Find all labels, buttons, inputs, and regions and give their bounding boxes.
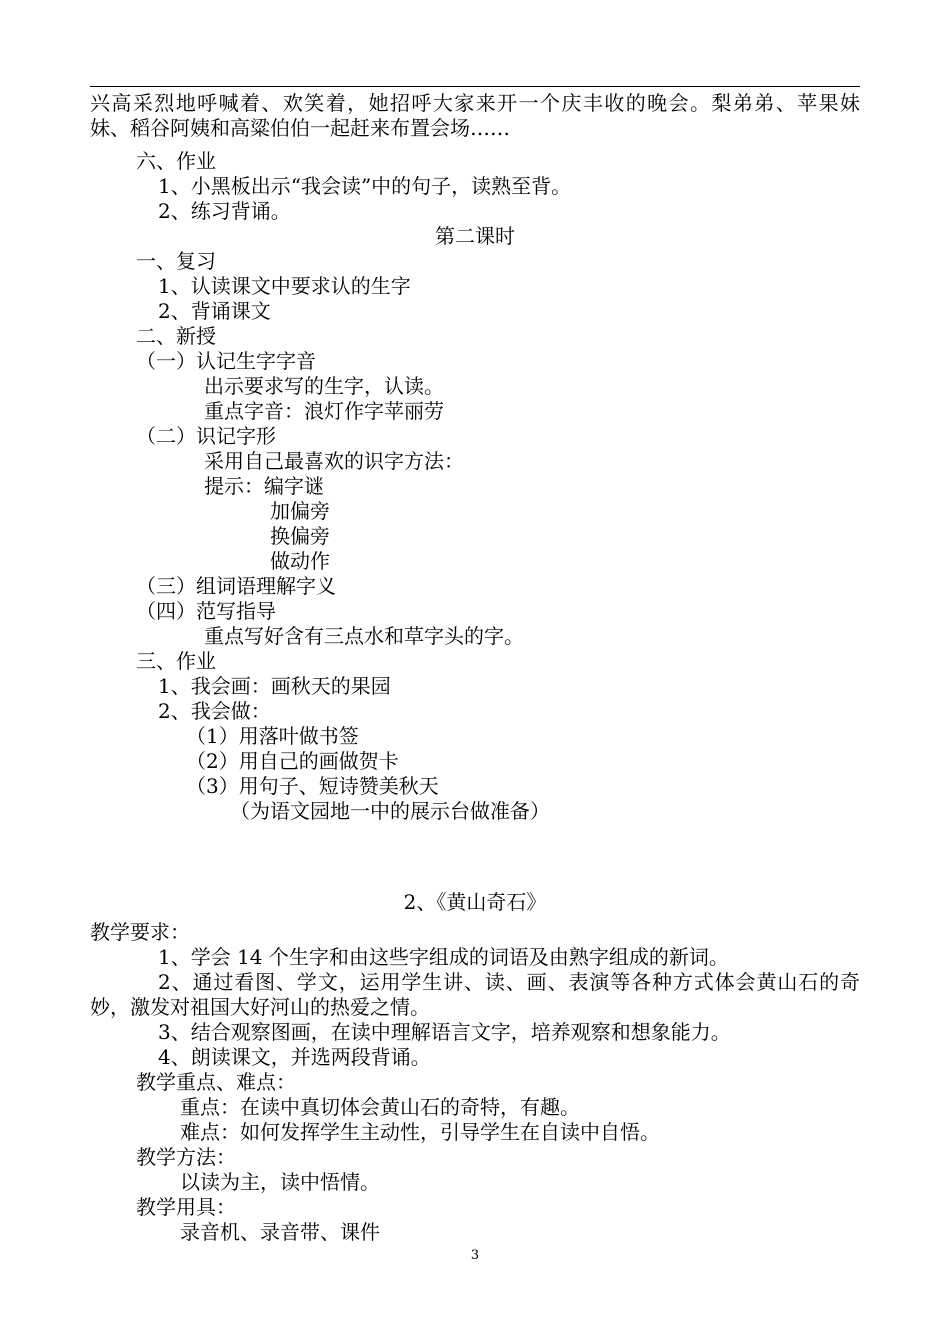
text-line: 做动作 (270, 549, 330, 573)
section-heading: 教学方法： (136, 1145, 236, 1169)
text-line: 录音机、录音带、课件 (180, 1220, 380, 1244)
text-line: 重点写好含有三点水和草字头的字。 (204, 624, 524, 648)
subsection-heading: （三）组词语理解字义 (136, 574, 336, 598)
text-line: 1、小黑板出示“我会读”中的句子，读熟至背。 (158, 174, 572, 198)
section-heading: 教学要求： (90, 920, 190, 944)
text-line: 重点字音：浪灯作字苹丽劳 (204, 399, 444, 423)
section-heading: 教学用具： (136, 1195, 236, 1219)
text-line: 提示：编字谜 (204, 474, 324, 498)
section-heading: 教学重点、难点： (136, 1070, 296, 1094)
text-line: 妙，激发对祖国大好河山的热爱之情。 (90, 995, 430, 1019)
subsection-heading: （四）范写指导 (136, 599, 276, 623)
text-line: （3）用句子、短诗赞美秋天 (186, 774, 439, 798)
lesson-title: 第二课时 (435, 224, 515, 248)
text-line: 兴高采烈地呼喊着、欢笑着，她招呼大家来开一个庆丰收的晚会。梨弟弟、苹果妹 (90, 91, 860, 115)
text-line: 出示要求写的生字，认读。 (204, 374, 444, 398)
text-line: 4、朗读课文，并选两段背诵。 (158, 1045, 431, 1069)
text-line: 1、我会画：画秋天的果园 (158, 674, 391, 698)
text-line: 难点：如何发挥学生主动性，引导学生在自读中自悟。 (180, 1120, 660, 1144)
section-heading: 三、作业 (136, 649, 216, 673)
text-line: 2、通过看图、学文，运用学生讲、读、画、表演等各种方式体会黄山石的奇 (158, 970, 860, 994)
text-line: 加偏旁 (270, 499, 330, 523)
text-line: 2、我会做： (158, 699, 271, 723)
text-line: 重点：在读中真切体会黄山石的奇特，有趣。 (180, 1095, 580, 1119)
lesson-title: 2、《黄山奇石》 (403, 890, 547, 914)
subsection-heading: （二）识记字形 (136, 424, 276, 448)
header-rule (90, 86, 860, 87)
section-heading: 六、作业 (136, 149, 216, 173)
page-number: 3 (470, 1248, 480, 1263)
text-line: 3、结合观察图画，在读中理解语言文字，培养观察和想象能力。 (158, 1020, 731, 1044)
text-line: 以读为主，读中悟情。 (180, 1170, 380, 1194)
text-line: 2、背诵课文 (158, 299, 271, 323)
text-line: （1）用落叶做书签 (186, 724, 359, 748)
section-heading: 一、复习 (136, 249, 216, 273)
text-line: （为语文园地一中的展示台做准备） (230, 799, 550, 823)
subsection-heading: （一）认记生字字音 (136, 349, 316, 373)
text-line: （2）用自己的画做贺卡 (186, 749, 399, 773)
text-line: 采用自己最喜欢的识字方法： (204, 449, 464, 473)
section-heading: 二、新授 (136, 324, 216, 348)
text-line: 2、练习背诵。 (158, 199, 291, 223)
text-line: 换偏旁 (270, 524, 330, 548)
text-line: 1、认读课文中要求认的生字 (158, 274, 411, 298)
text-line: 妹、稻谷阿姨和高粱伯伯一起赶来布置会场…… (90, 116, 510, 140)
text-line: 1、学会 14 个生字和由这些字组成的词语及由熟字组成的新词。 (158, 945, 729, 969)
